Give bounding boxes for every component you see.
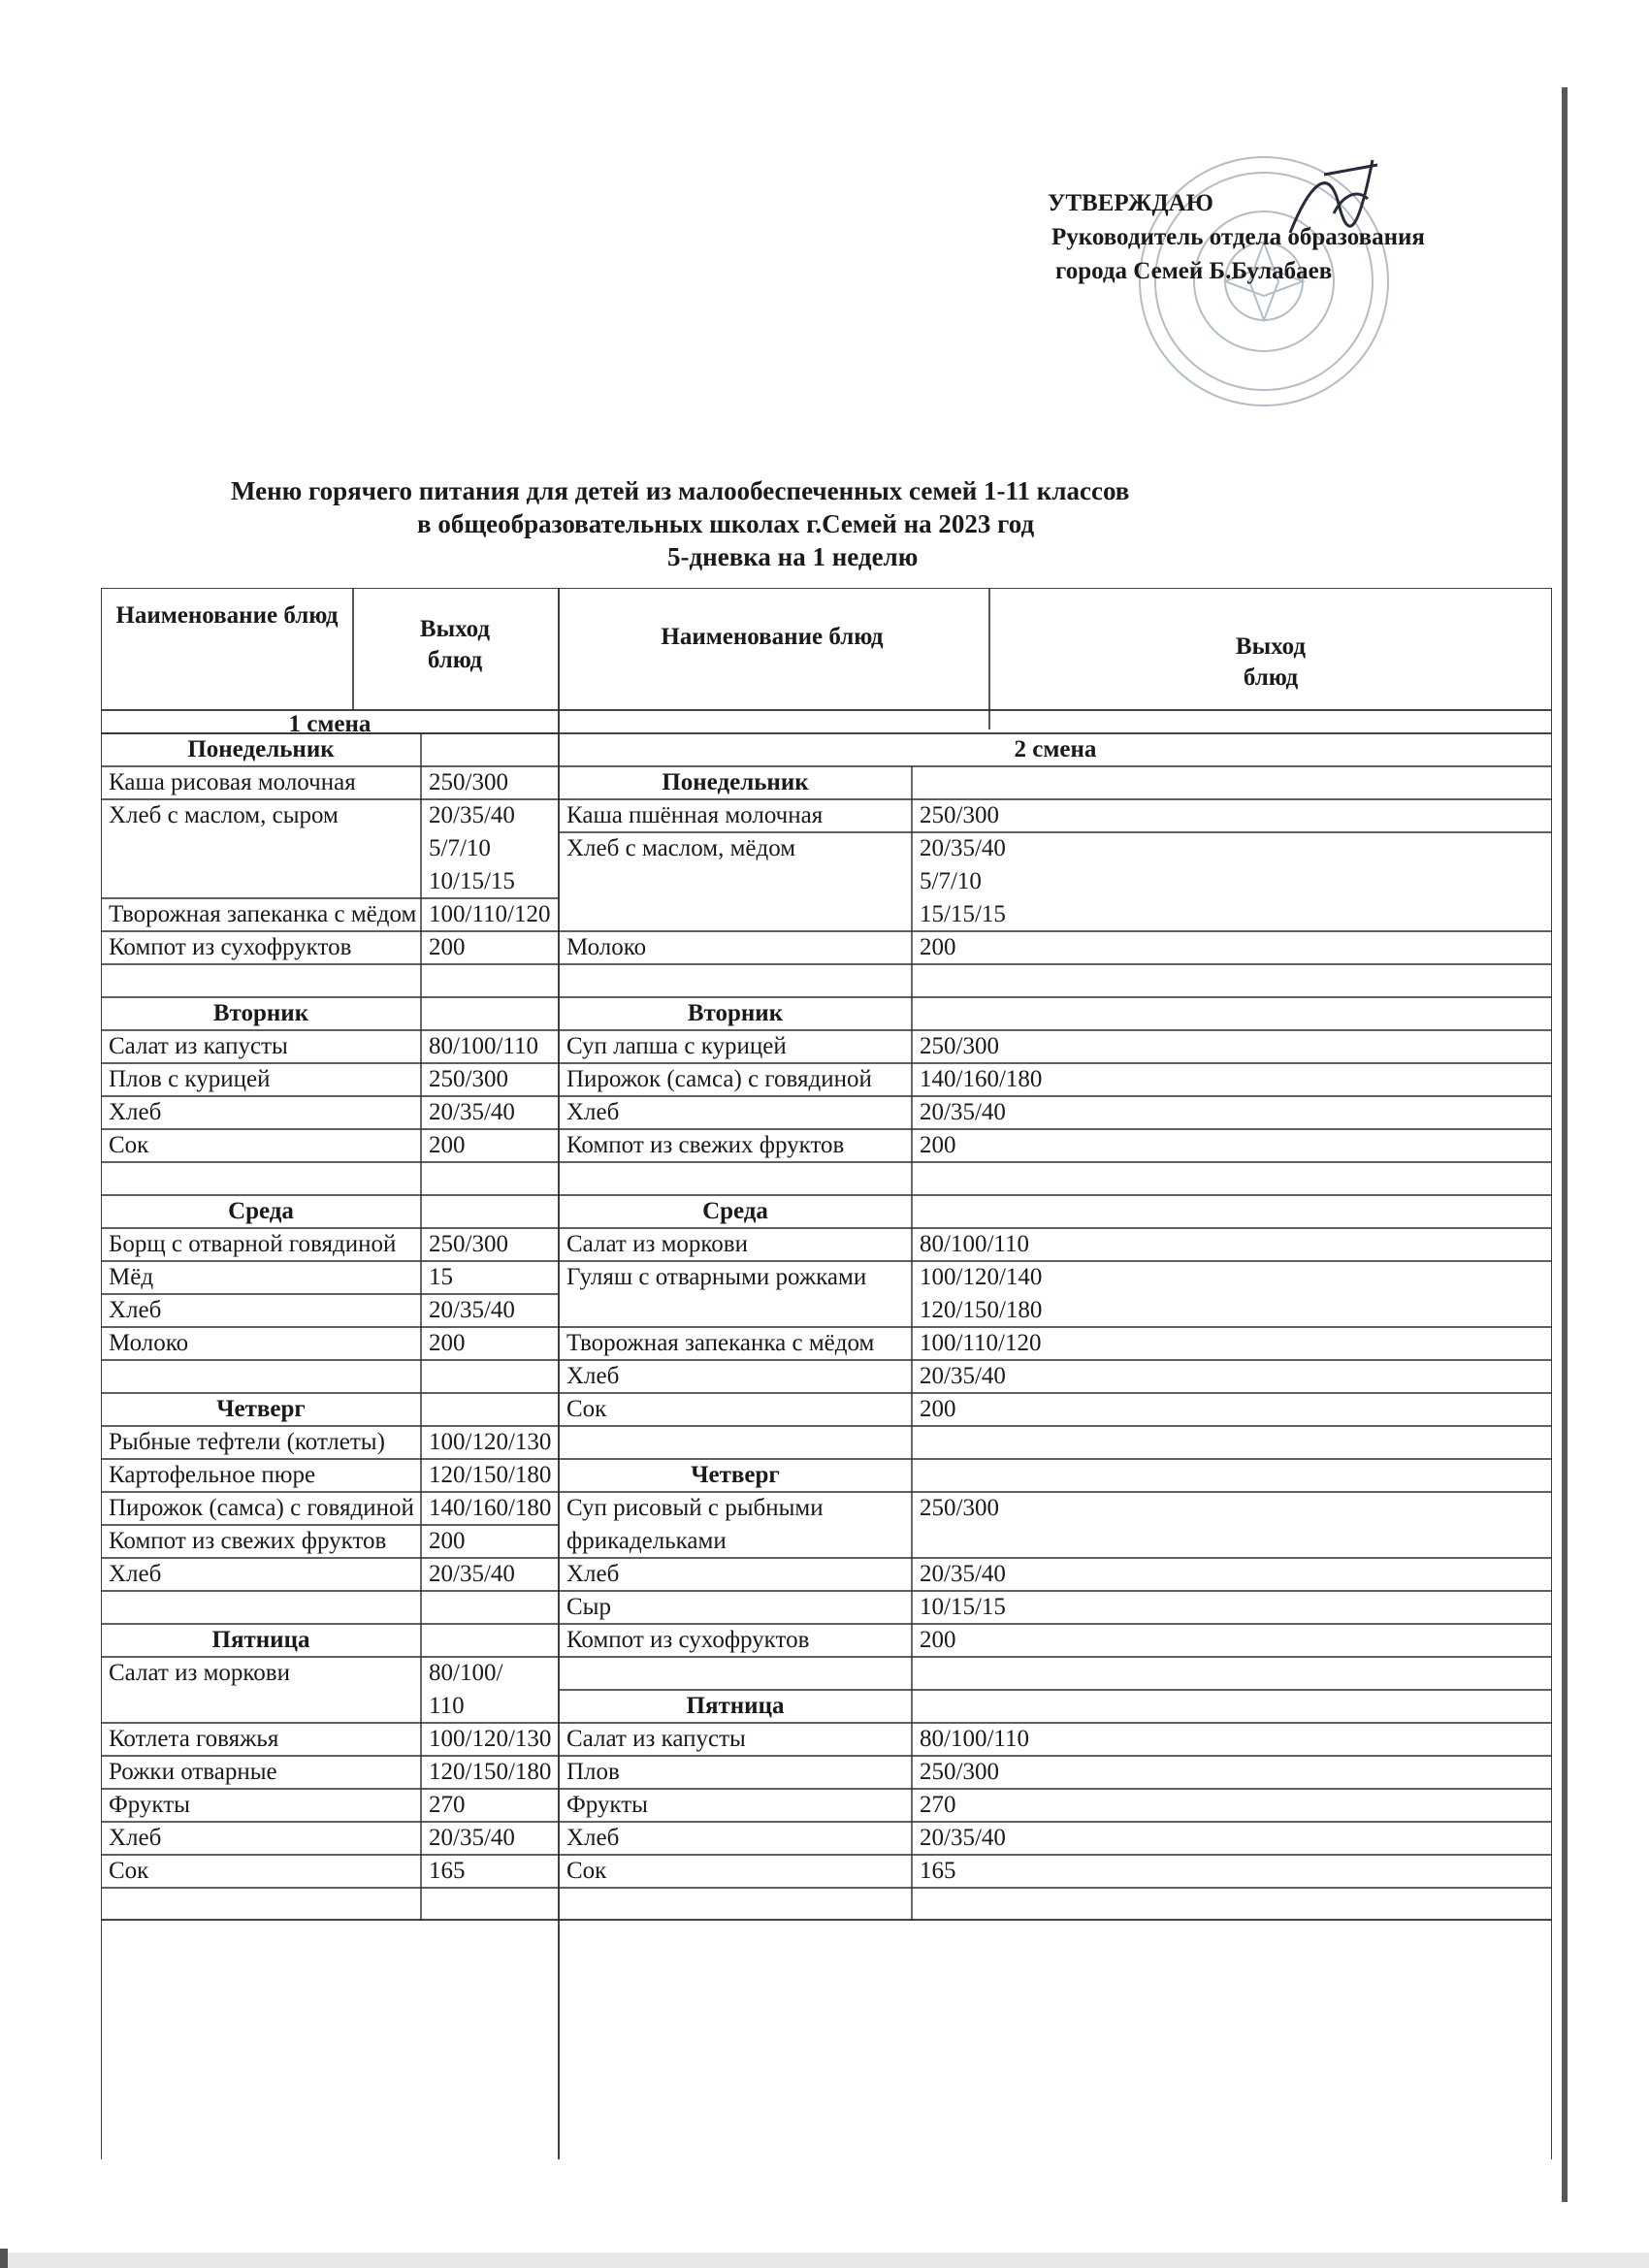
title-line-2: в общеобразовательных школах г.Семей на 2023 год <box>417 509 1035 538</box>
shift1-dish-name: Сок <box>109 1132 149 1158</box>
shift2-dish-name: Компот из сухофруктов <box>566 1627 810 1653</box>
shift1-day-5: Пятница <box>211 1627 310 1653</box>
shift2-dish-yield: 100/110/120 <box>920 1330 1042 1356</box>
shift-1-label: 1 смена <box>288 711 372 737</box>
shift1-dish-name: Рыбные тефтели (котлеты) <box>109 1429 385 1455</box>
shift1-dish-yield: 100/120/130 <box>429 1429 552 1455</box>
shift2-dish-yield: 200 <box>920 1396 956 1422</box>
shift1-dish-yield: 250/300 <box>429 1066 508 1092</box>
shift1-dish-name: Фрукты <box>109 1792 190 1818</box>
shift1-dish-yield: 120/150/180 <box>429 1462 552 1488</box>
shift1-dish-yield: 20/35/40 <box>429 802 515 828</box>
approval-position: Руководитель отдела образования <box>1051 224 1425 250</box>
shift2-dish-name: Салат из моркови <box>566 1231 748 1257</box>
header-dish-name-1: Наименование блюд <box>115 602 339 629</box>
shift1-day-3: Среда <box>228 1198 294 1224</box>
shift2-dish-name: Творожная запеканка с мёдом <box>566 1330 875 1356</box>
shift2-dish-name: Гуляш с отварными рожками <box>566 1264 867 1290</box>
shift2-dish-yield: 20/35/40 <box>920 1099 1006 1125</box>
shift2-dish-yield: 15/15/15 <box>920 901 1006 927</box>
shift2-dish-yield: 80/100/110 <box>920 1231 1029 1257</box>
shift1-dish-yield: 80/100/110 <box>429 1033 538 1059</box>
shift2-dish-name: Суп лапша с курицей <box>566 1033 787 1059</box>
header-yield-1: Выход <box>419 616 491 642</box>
shift2-dish-yield: 165 <box>920 1858 956 1884</box>
shift1-dish-name: Хлеб <box>109 1561 162 1587</box>
shift1-dish-name: Пирожок (самса) с говядиной <box>109 1495 414 1521</box>
shift1-dish-name: Творожная запеканка с мёдом <box>109 901 417 927</box>
shift1-dish-yield: 165 <box>429 1858 466 1884</box>
approval-title: УТВЕРЖДАЮ <box>1048 190 1213 216</box>
shift2-dish-yield: 5/7/10 <box>920 868 982 894</box>
shift1-dish-yield: 100/110/120 <box>429 901 551 927</box>
shift2-dish-name: Фрукты <box>566 1792 648 1818</box>
shift1-dish-name: Хлеб <box>109 1297 162 1323</box>
shift2-dish-name: Каша пшённая молочная <box>566 802 824 828</box>
shift1-dish-name: Каша рисовая молочная <box>109 769 356 795</box>
shift1-dish-yield: 120/150/180 <box>429 1759 552 1785</box>
shift1-dish-yield: 250/300 <box>429 1231 508 1257</box>
shift1-day-2: Вторник <box>212 1000 309 1026</box>
shift2-dish-yield: 250/300 <box>920 1033 999 1059</box>
title-line-3: 5-дневка на 1 неделю <box>667 542 919 571</box>
shift1-dish-name: Хлеб <box>109 1825 162 1851</box>
shift1-dish-name: Картофельное пюре <box>109 1462 316 1488</box>
shift1-dish-name: Салат из моркови <box>109 1660 290 1686</box>
scan-edge <box>1562 87 1568 2202</box>
shift1-dish-name: Мёд <box>109 1264 154 1290</box>
shift2-dish-name: Компот из свежих фруктов <box>566 1132 845 1158</box>
shift1-dish-yield: 80/100/ <box>429 1660 503 1686</box>
shift1-dish-yield: 10/15/15 <box>429 868 515 894</box>
shift2-dish-yield: 200 <box>920 1627 956 1653</box>
shift2-dish-name: Пирожок (самса) с говядиной <box>566 1066 872 1092</box>
shift2-dish-name: Хлеб <box>566 1561 620 1587</box>
shift1-dish-yield: 20/35/40 <box>429 1099 515 1125</box>
shift2-day-3: Среда <box>702 1198 768 1224</box>
shift1-day-1: Понедельник <box>187 736 335 762</box>
shift2-dish-yield: 200 <box>920 1132 956 1158</box>
shift2-day-4: Четверг <box>691 1462 780 1488</box>
shift2-dish-name: Сок <box>566 1396 607 1422</box>
shift1-dish-yield: 200 <box>429 934 466 960</box>
shift2-dish-name: Хлеб <box>566 1825 620 1851</box>
shift1-dish-name: Салат из капусты <box>109 1033 288 1059</box>
shift2-dish-yield: 270 <box>920 1792 956 1818</box>
header-yield-1-unit: блюд <box>427 647 483 673</box>
shift1-dish-name: Компот из сухофруктов <box>109 934 352 960</box>
shift1-dish-yield: 200 <box>429 1330 466 1356</box>
shift2-dish-yield: 10/15/15 <box>920 1594 1006 1620</box>
shift1-dish-yield: 110 <box>429 1693 465 1719</box>
shift2-dish-yield: 140/160/180 <box>920 1066 1043 1092</box>
shift2-dish-yield: 100/120/140 <box>920 1264 1043 1290</box>
menu-table <box>101 588 1552 2159</box>
shift2-day-1: Понедельник <box>662 769 809 795</box>
header-yield-2: Выход <box>1235 633 1307 660</box>
shift1-dish-yield: 5/7/10 <box>429 835 491 861</box>
shift1-dish-yield: 270 <box>429 1792 466 1818</box>
shift2-dish-name: Хлеб <box>566 1363 620 1389</box>
shift1-day-4: Четверг <box>216 1396 306 1422</box>
shift2-dish-yield: 20/35/40 <box>920 1363 1006 1389</box>
shift1-dish-yield: 250/300 <box>429 769 508 795</box>
title-line-1: Меню горячего питания для детей из малообеспеченных семей 1-11 классов <box>231 476 1130 505</box>
shift2-dish-yield: 120/150/180 <box>920 1297 1043 1323</box>
shift2-dish-yield: 20/35/40 <box>920 1561 1006 1587</box>
shift1-dish-name: Хлеб с маслом, сыром <box>109 802 339 828</box>
scan-artifact <box>0 2249 8 2268</box>
header-dish-name-2: Наименование блюд <box>661 624 884 650</box>
shift1-dish-name: Плов с курицей <box>109 1066 271 1092</box>
shift2-dish-name-cont: фрикадельками <box>566 1528 727 1554</box>
shift2-dish-name: Хлеб с маслом, мёдом <box>566 835 796 861</box>
shift1-dish-name: Компот из свежих фруктов <box>109 1528 387 1554</box>
shift2-dish-name: Суп рисовый с рыбными <box>566 1495 824 1521</box>
shift2-dish-yield: 20/35/40 <box>920 1825 1006 1851</box>
shift-2-label: 2 смена <box>1014 736 1097 762</box>
approval-signatory: города Семей Б.Булабаев <box>1055 258 1333 284</box>
shift1-dish-yield: 140/160/180 <box>429 1495 552 1521</box>
shift1-dish-yield: 200 <box>429 1528 466 1554</box>
shift1-dish-name: Сок <box>109 1858 149 1884</box>
shift2-dish-name: Плов <box>566 1759 620 1785</box>
shift1-dish-yield: 200 <box>429 1132 466 1158</box>
shift2-dish-yield: 20/35/40 <box>920 835 1006 861</box>
shift2-dish-name: Салат из капусты <box>566 1726 746 1752</box>
shift2-dish-yield: 250/300 <box>920 1495 999 1521</box>
shift2-dish-name: Сыр <box>566 1594 611 1620</box>
scan-bottom-margin <box>0 2252 1649 2268</box>
shift2-dish-yield: 250/300 <box>920 802 999 828</box>
shift1-dish-name: Рожки отварные <box>109 1759 277 1785</box>
approval-block <box>1048 186 1552 288</box>
shift2-dish-name: Сок <box>566 1858 607 1884</box>
shift1-dish-yield: 100/120/130 <box>429 1726 552 1752</box>
shift1-dish-yield: 20/35/40 <box>429 1825 515 1851</box>
shift2-dish-yield: 250/300 <box>920 1759 999 1785</box>
shift1-dish-yield: 20/35/40 <box>429 1297 515 1323</box>
shift2-dish-name: Хлеб <box>566 1099 620 1125</box>
shift2-day-5: Пятница <box>686 1693 785 1719</box>
shift1-dish-yield: 15 <box>429 1264 453 1290</box>
shift1-dish-name: Хлеб <box>109 1099 162 1125</box>
shift1-dish-name: Котлета говяжья <box>109 1726 279 1752</box>
shift2-dish-yield: 80/100/110 <box>920 1726 1029 1752</box>
shift2-dish-yield: 200 <box>920 934 956 960</box>
shift1-dish-name: Молоко <box>109 1330 189 1356</box>
shift2-dish-name: Молоко <box>566 934 647 960</box>
shift2-day-2: Вторник <box>687 1000 784 1026</box>
shift1-dish-name: Борщ с отварной говядиной <box>109 1231 397 1257</box>
header-yield-2-unit: блюд <box>1243 664 1299 691</box>
shift1-dish-yield: 20/35/40 <box>429 1561 515 1587</box>
